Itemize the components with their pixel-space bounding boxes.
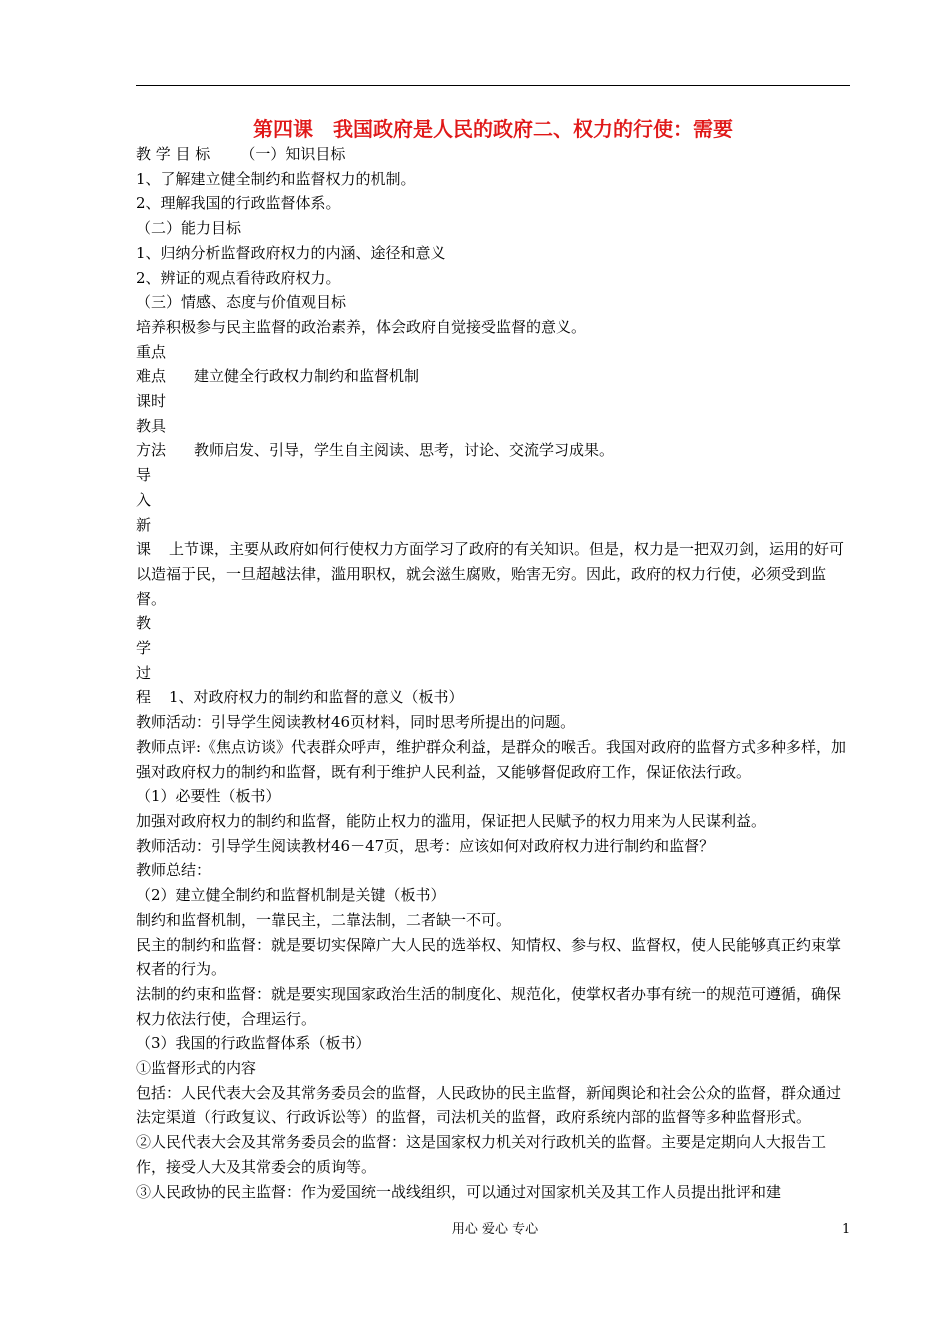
emotion-text: 培养积极参与民主监督的政治素养，体会政府自觉接受监督的意义。 — [136, 317, 587, 336]
knowledge-item: 1、了解建立健全制约和监督权力的机制。 — [136, 169, 416, 188]
process-line: 教师活动：引导学生阅读教材46页材料，同时思考所提出的问题。 — [136, 713, 576, 732]
header-rule — [136, 85, 850, 86]
page-body — [136, 112, 850, 1204]
process-line: 教师总结： — [136, 861, 212, 880]
page-title: 第四课 我国政府是人民的政府二、权力的行使：需要 — [253, 117, 733, 141]
method-text: 教师启发、引导，学生自主阅读、思考，讨论、交流学习成果。 — [194, 441, 615, 460]
goals-label: 教 学 目 标 — [136, 145, 211, 163]
process-first-line — [136, 685, 850, 710]
process-line: ①监督形式的内容 — [136, 1059, 257, 1078]
process-line: （1）必要性（板书） — [136, 787, 281, 806]
key-line — [136, 364, 850, 389]
process-line: （3）我国的行政监督体系（板书） — [136, 1034, 371, 1053]
knowledge-item: 2、理解我国的行政监督体系。 — [136, 194, 341, 213]
ability-item: 1、归纳分析监督政府权力的内涵、途径和意义 — [136, 243, 446, 262]
footer-motto: 用心 爱心 专心 — [451, 1222, 539, 1237]
intro-text: 上节课，主要从政府如何行使权力方面学习了政府的有关知识。但是，权力是一把双刃剑，运用的好可以造福于民，一旦超越法律，滥用职权，就会滋生腐败，贻害无穷。因此，政府的权力行使，必须受到监督。 — [136, 540, 845, 608]
page-number: 1 — [842, 1222, 851, 1237]
process-line: 教师点评:《焦点访谈》代表群众呼声，维护群众利益，是群众的喉舌。我国对政府的监督方式多种多样，加强对政府权力的制约和监督，既有利于维护人民利益，又能够督促政府工作，保证依法行政。 — [136, 737, 847, 781]
ability-item: 2、辨证的观点看待政府权力。 — [136, 268, 341, 287]
intro-label-char: 新 — [136, 515, 152, 534]
emotion-head: （三）情感、态度与价值观目标 — [136, 293, 347, 312]
process-label-char: 过 — [136, 663, 152, 682]
ability-head: （二）能力目标 — [136, 219, 242, 238]
process-line: ②人民代表大会及其常务委员会的监督：这是国家权力机关对行政机关的监督。主要是定期向人大报告工作，接受人大及其常委会的质询等。 — [136, 1133, 827, 1176]
intro-label-char: 课 — [136, 540, 152, 559]
key-label: 重点 — [136, 342, 167, 361]
intro-label-char: 导 — [136, 466, 152, 485]
process-line: 民主的制约和监督：就是要切实保障广大人民的选举权、知情权、参与权、监督权，使人民能够真正约束掌权者的行为。 — [136, 935, 842, 979]
method-label: 方法 — [136, 441, 167, 460]
key-text: 建立健全行政权力制约和监督机制 — [194, 367, 420, 386]
process-line: 教师活动：引导学生阅读教材46－47页，思考：应该如何对政府权力进行制约和监督？ — [136, 836, 715, 855]
process-label-char: 程 — [136, 688, 152, 707]
intro-paragraph — [136, 537, 850, 611]
difficulty-label: 难点 — [136, 367, 167, 386]
process-label-char: 学 — [136, 639, 152, 658]
knowledge-head: （一）知识目标 — [240, 145, 346, 163]
process-line: ③人民政协的民主监督：作为爱国统一战线组织，可以通过对国家机关及其工作人员提出批评和建 — [136, 1182, 782, 1201]
intro-label-char: 入 — [136, 490, 152, 509]
process-first: 1、对政府权力的制约和监督的意义（板书） — [169, 688, 464, 707]
process-line: 加强对政府权力的制约和监督，能防止权力的滥用，保证把人民赋予的权力用来为人民谋利益。 — [136, 811, 767, 830]
process-line: 制约和监督机制，一靠民主，二靠法制，二者缺一不可。 — [136, 910, 512, 929]
hours-label: 课时 — [136, 392, 167, 411]
process-line: 法制的约束和监督：就是要实现国家政治生活的制度化、规范化，使掌权者办事有统一的规范可遵循，确保权力依法行使，合理运行。 — [136, 984, 842, 1028]
process-line: 包括：人民代表大会及其常务委员会的监督，人民政协的民主监督，新闻舆论和社会公众的监督，群众通过法定渠道（行政复议、行政诉讼等）的监督，司法机关的监督，政府系统内部的监督等多种监督形式。 — [136, 1083, 842, 1127]
process-label-char: 教 — [136, 614, 152, 633]
process-line: （2）建立健全制约和监督机制是关键（板书） — [136, 886, 446, 905]
tools-label: 教具 — [136, 416, 167, 435]
method-line — [136, 438, 850, 463]
